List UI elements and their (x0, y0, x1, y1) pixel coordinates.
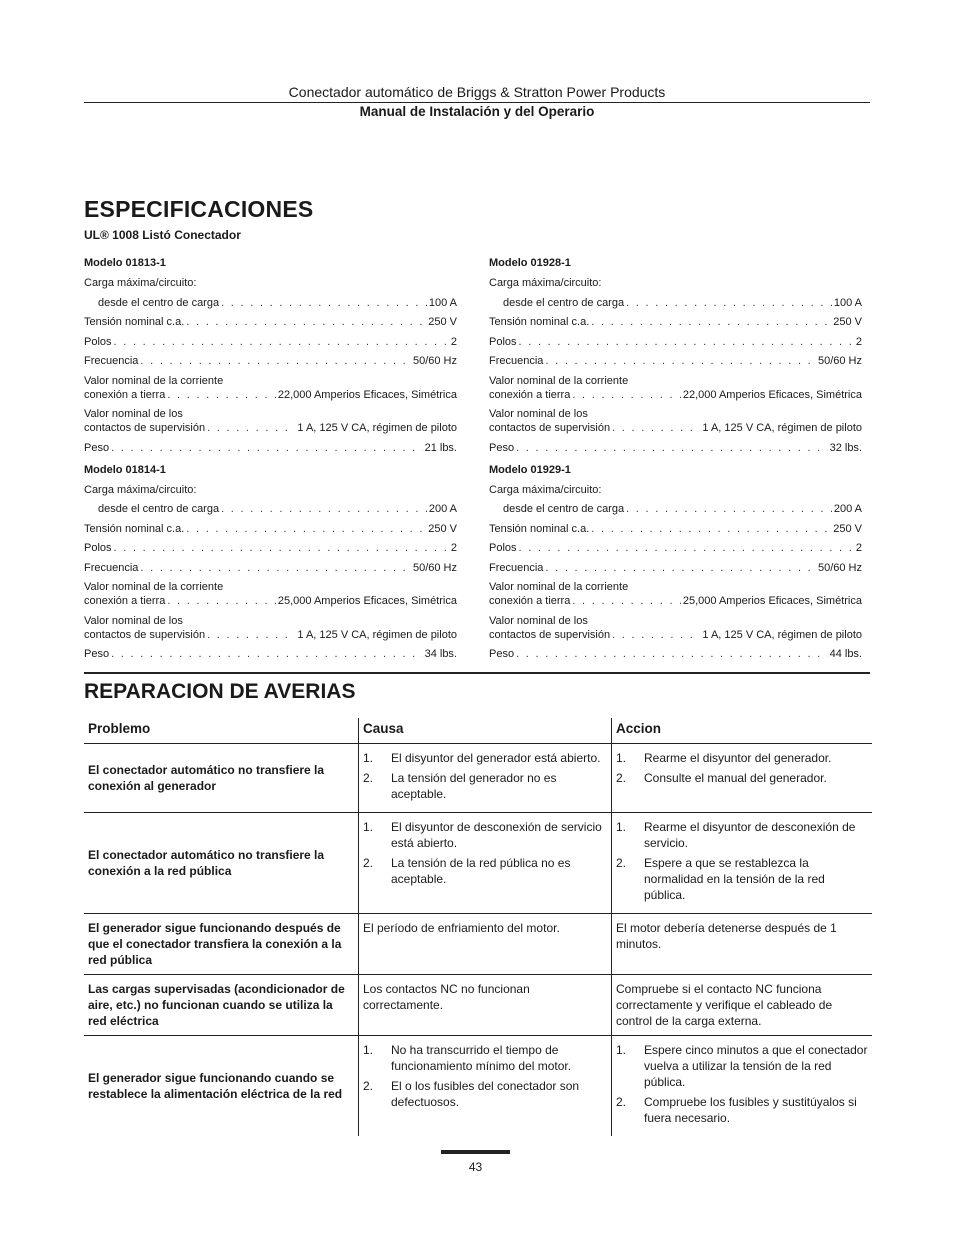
spec-value: 2 (855, 542, 862, 554)
spec-value: 2 (450, 542, 457, 554)
spec-label: Valor nominal de la corriente (489, 374, 629, 387)
spec-row-carga (84, 296, 457, 310)
spec-row-polos (84, 335, 457, 349)
dot-leader (114, 541, 449, 555)
list-item (616, 1094, 868, 1126)
dot-leader (519, 541, 854, 555)
spec-label: Carga máxima/circuito: (489, 277, 602, 289)
spec-value: 1 A, 125 V CA, régimen de piloto (297, 422, 457, 434)
troubleshooting-table (84, 718, 872, 1136)
column-header-action: Accion (612, 718, 873, 744)
header-rule (84, 102, 870, 103)
spec-label: Valor nominal de los (84, 614, 183, 627)
spec-value: 2 (450, 335, 457, 348)
item-text: Consulte el manual del generador. (644, 771, 827, 785)
spec-label: Peso (489, 441, 515, 454)
spec-label: Valor nominal de los (84, 408, 183, 420)
model-name: Modelo 01928-1 (489, 257, 571, 269)
spec-label: Frecuencia (489, 355, 544, 367)
spec-row-contactos-value (84, 421, 457, 435)
item-number: 1. (363, 751, 374, 765)
item-number: 1. (363, 820, 374, 834)
spec-label: desde el centro de carga (98, 296, 220, 309)
spec-label: conexión a tierra (84, 595, 166, 607)
specs-title: ESPECIFICACIONES (84, 196, 314, 222)
spec-row-contactos (84, 407, 457, 435)
spec-row-corriente (84, 374, 457, 402)
spec-row-corriente (84, 580, 457, 608)
dot-leader (111, 441, 423, 455)
item-text: Compruebe los fusibles y sustitúyalos si fuera necesario. (644, 1095, 857, 1125)
dot-leader (114, 335, 449, 349)
specs-column-right (489, 252, 862, 667)
dot-leader (591, 522, 831, 536)
spec-value: 1 A, 125 V CA, régimen de piloto (297, 628, 457, 641)
spec-value: 25,000 Amperios Eficaces, Simétrica (277, 595, 457, 607)
spec-row-corriente-value (84, 594, 457, 608)
dot-leader (626, 296, 832, 310)
column-header-cause: Causa (359, 718, 612, 744)
page-number: 43 (468, 1160, 483, 1174)
numbered-list (363, 1042, 607, 1110)
dot-leader (167, 594, 276, 608)
spec-label: conexión a tierra (489, 595, 571, 607)
list-item (363, 819, 607, 851)
item-text: No ha transcurrido el tiempo de funcionamiento mínimo del motor. (391, 1043, 572, 1073)
spec-label: contactos de supervisión (84, 628, 206, 641)
spec-label: Polos (84, 542, 112, 554)
spec-label: Frecuencia (84, 355, 139, 367)
cause-cell (359, 813, 612, 914)
header-title: Conectador automático de Briggs & Stratton Power Products (288, 84, 666, 100)
spec-label: Valor nominal de los (489, 408, 588, 420)
spec-row-peso (84, 647, 457, 661)
spec-label: conexión a tierra (84, 388, 166, 401)
dot-leader (545, 354, 816, 368)
dot-leader (167, 388, 276, 402)
problem-cell: El conectador automático no transfiere la conexión a la red pública (84, 813, 359, 914)
spec-label: Valor nominal de la corriente (84, 581, 224, 593)
dot-leader (591, 315, 831, 329)
spec-label: Polos (489, 335, 517, 348)
spec-value: 44 lbs. (829, 648, 862, 660)
list-item (363, 1078, 607, 1110)
spec-row-tension (489, 315, 862, 329)
item-number: 2. (363, 856, 374, 870)
item-text: Rearme el disyuntor de desconexión de servicio. (644, 820, 856, 850)
item-text: La tensión del generador no es aceptable. (391, 771, 557, 801)
spec-label: contactos de supervisión (84, 422, 206, 434)
item-number: 1. (616, 751, 627, 765)
spec-label: desde el centro de carga (503, 503, 625, 515)
spec-value: 250 V (428, 522, 457, 535)
spec-value: 250 V (428, 316, 457, 328)
spec-value: 21 lbs. (424, 441, 457, 454)
item-text: El disyuntor de desconexión de servicio está abierto. (391, 820, 602, 850)
spec-label: contactos de supervisión (489, 422, 611, 434)
dot-leader (519, 335, 854, 349)
spec-label: Tensión nominal c.a. (84, 522, 185, 535)
item-number: 1. (616, 1043, 627, 1057)
numbered-list (363, 819, 607, 887)
list-item (616, 819, 868, 851)
section-rule (84, 672, 870, 674)
item-text: La tensión de la red pública no es aceptable. (391, 856, 571, 886)
spec-label: Peso (84, 648, 110, 660)
spec-row-polos (489, 541, 862, 555)
cause-cell: Los contactos NC no funcionan correctamente. (359, 975, 612, 1036)
spec-value: 50/60 Hz (412, 355, 457, 367)
specs-subtitle: UL® 1008 Listó Conectador (84, 228, 241, 242)
spec-row-peso (489, 647, 862, 661)
item-text: El o los fusibles del conectador son defectuosos. (391, 1079, 580, 1109)
item-text: Espere cinco minutos a que el conectador vuelva a utilizar la tensión de la red pública. (644, 1043, 868, 1089)
repair-title: REPARACION DE AVERIAS (84, 680, 356, 703)
spec-label: Tensión nominal c.a. (489, 316, 590, 328)
problem-cell: El conectador automático no transfiere la conexión al generador (84, 744, 359, 813)
spec-label: Peso (84, 441, 110, 454)
spec-value: 1 A, 125 V CA, régimen de piloto (702, 628, 862, 641)
spec-value: 200 A (833, 503, 862, 515)
numbered-list (363, 750, 607, 802)
spec-row-peso (489, 441, 862, 455)
spec-label: Polos (489, 542, 517, 554)
spec-label: Frecuencia (84, 561, 139, 574)
spec-row-contactos-value (84, 628, 457, 642)
spec-label: Valor nominal de la corriente (84, 374, 224, 387)
item-text: Espere a que se restablezca la normalidad en la tensión de la red pública. (644, 856, 825, 902)
item-number: 2. (363, 1079, 374, 1093)
item-number: 2. (616, 856, 627, 870)
spec-value: 50/60 Hz (412, 561, 457, 574)
action-cell: Compruebe si el contacto NC funciona correctamente y verifique el cableado de control de la carga externa. (612, 975, 873, 1036)
model-name: Modelo 01814-1 (84, 463, 166, 476)
spec-label: Valor nominal de la corriente (489, 581, 629, 593)
spec-row-polos (489, 335, 862, 349)
cause-cell (359, 1036, 612, 1137)
spec-row-peso (84, 441, 457, 455)
spec-value: 250 V (833, 522, 862, 535)
spec-value: 250 V (833, 316, 862, 328)
spec-row-frecuencia (84, 354, 457, 368)
spec-value: 34 lbs. (424, 648, 457, 660)
spec-row-contactos (489, 614, 862, 642)
spec-label: desde el centro de carga (503, 296, 625, 309)
table-row (84, 914, 872, 975)
dot-leader (612, 421, 700, 435)
item-number: 2. (363, 771, 374, 785)
spec-row-tension (84, 315, 457, 329)
item-text: El disyuntor del generador está abierto. (391, 751, 601, 765)
spec-row-frecuencia (84, 561, 457, 575)
action-cell (612, 744, 873, 813)
spec-row-carga (489, 502, 862, 516)
table-row (84, 744, 872, 813)
action-cell: El motor debería detenerse después de 1 minutos. (612, 914, 873, 975)
spec-row-polos (84, 541, 457, 555)
spec-value: 1 A, 125 V CA, régimen de piloto (702, 422, 862, 434)
spec-label: Frecuencia (489, 561, 544, 574)
spec-row-corriente-value (84, 388, 457, 402)
spec-value: 100 A (833, 296, 862, 309)
dot-leader (186, 522, 426, 536)
spec-label: Peso (489, 648, 515, 660)
list-item (363, 1042, 607, 1074)
dot-leader (572, 388, 681, 402)
spec-value: 100 A (428, 296, 457, 309)
spec-value: 50/60 Hz (817, 561, 862, 574)
dot-leader (612, 628, 700, 642)
item-number: 2. (616, 771, 627, 785)
dot-leader (140, 354, 411, 368)
list-item (616, 855, 868, 903)
dot-leader (221, 502, 427, 516)
spec-row-corriente-value (489, 594, 862, 608)
dot-leader (140, 561, 411, 575)
spec-label: conexión a tierra (489, 388, 571, 401)
spec-row-corriente (489, 580, 862, 608)
dot-leader (516, 441, 828, 455)
spec-label: Polos (84, 335, 112, 348)
spec-value: 32 lbs. (829, 441, 862, 454)
spec-value: 25,000 Amperios Eficaces, Simétrica (682, 595, 862, 607)
item-text: Rearme el disyuntor del generador. (644, 751, 832, 765)
list-item (616, 1042, 868, 1090)
dot-leader (626, 502, 832, 516)
spec-row-contactos-value (489, 628, 862, 642)
action-cell (612, 1036, 873, 1137)
spec-row-contactos (84, 614, 457, 642)
dot-leader (111, 647, 423, 661)
spec-row-corriente (489, 374, 862, 402)
spec-label: Valor nominal de los (489, 614, 588, 627)
item-number: 2. (616, 1095, 627, 1109)
list-item (363, 770, 607, 802)
dot-leader (572, 594, 681, 608)
specs-column-left (84, 252, 457, 667)
dot-leader (516, 647, 828, 661)
table-row (84, 813, 872, 914)
dot-leader (221, 296, 427, 310)
spec-label: Carga máxima/circuito: (84, 277, 197, 289)
list-item (363, 855, 607, 887)
problem-cell: Las cargas supervisadas (acondicionador de aire, etc.) no funcionan cuando se utiliza la red eléctrica (84, 975, 359, 1036)
spec-row-frecuencia (489, 354, 862, 368)
spec-value: 50/60 Hz (817, 355, 862, 367)
spec-row-contactos-value (489, 421, 862, 435)
action-cell (612, 813, 873, 914)
list-item (363, 750, 607, 766)
dot-leader (207, 628, 295, 642)
table-row (84, 1036, 872, 1137)
item-number: 1. (363, 1043, 374, 1057)
cause-cell: El período de enfriamiento del motor. (359, 914, 612, 975)
spec-label: desde el centro de carga (98, 503, 220, 515)
dot-leader (545, 561, 816, 575)
numbered-list (616, 819, 868, 903)
spec-value: 22,000 Amperios Eficaces, Simétrica (682, 388, 862, 401)
numbered-list (616, 1042, 868, 1126)
model-name: Modelo 01929-1 (489, 463, 571, 476)
dot-leader (207, 421, 295, 435)
dot-leader (186, 315, 426, 329)
spec-row-frecuencia (489, 561, 862, 575)
problem-cell: El generador sigue funcionando después de que el conectador transfiera la conexión a la red pública (84, 914, 359, 975)
spec-row-carga (489, 296, 862, 310)
spec-row-tension (84, 522, 457, 536)
cause-cell (359, 744, 612, 813)
header-subtitle: Manual de Instalación y del Operario (359, 104, 595, 119)
spec-value: 200 A (428, 503, 457, 515)
spec-label: Carga máxima/circuito: (84, 483, 197, 496)
footer-bar (441, 1150, 510, 1154)
list-item (616, 750, 868, 766)
spec-row-contactos (489, 407, 862, 435)
spec-row-corriente-value (489, 388, 862, 402)
spec-row-carga (84, 502, 457, 516)
item-number: 1. (616, 820, 627, 834)
model-name: Modelo 01813-1 (84, 257, 166, 269)
numbered-list (616, 750, 868, 786)
spec-label: Tensión nominal c.a. (489, 522, 590, 535)
spec-label: contactos de supervisión (489, 628, 611, 641)
spec-label: Tensión nominal c.a. (84, 316, 185, 328)
spec-row-tension (489, 522, 862, 536)
problem-cell: El generador sigue funcionando cuando se restablece la alimentación eléctrica de la red (88, 1071, 343, 1101)
column-header-problem: Problemo (84, 718, 359, 744)
list-item (616, 770, 868, 786)
spec-label: Carga máxima/circuito: (489, 483, 602, 496)
spec-value: 2 (855, 335, 862, 348)
spec-value: 22,000 Amperios Eficaces, Simétrica (277, 388, 457, 401)
table-row (84, 975, 872, 1036)
